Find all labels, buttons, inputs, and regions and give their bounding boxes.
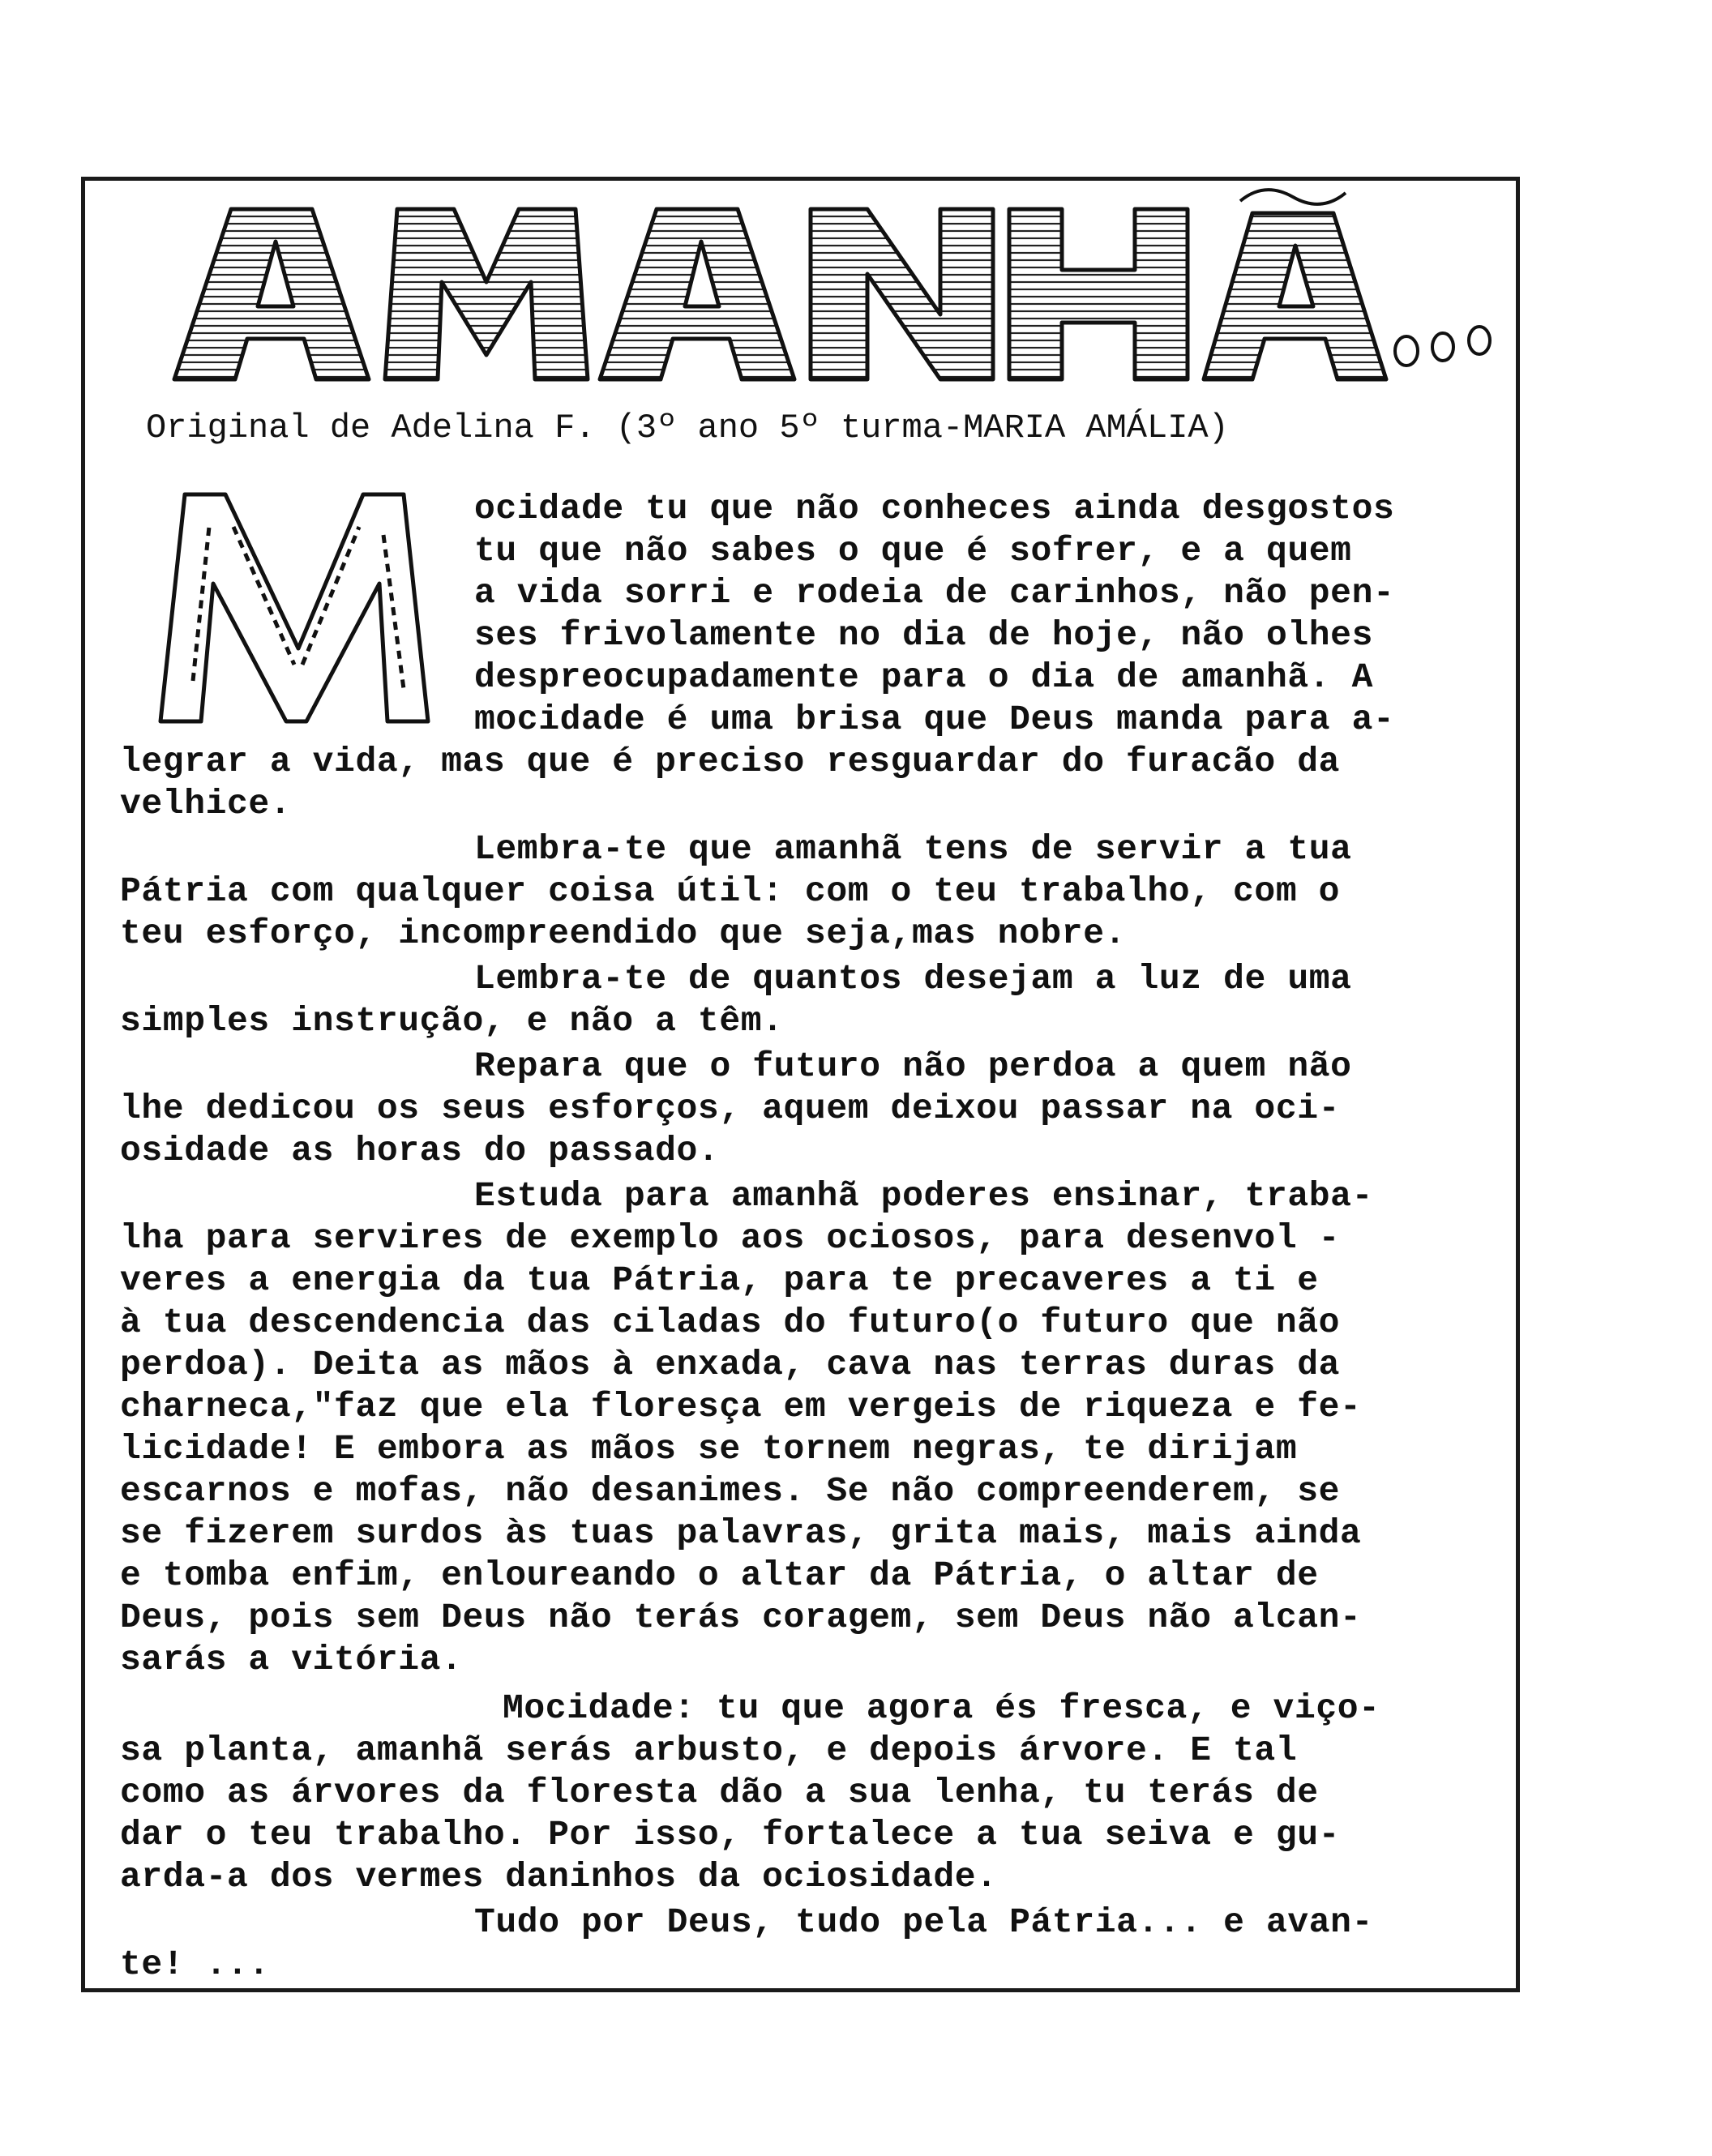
article-line: ocidade tu que não conheces ainda desgostos [474, 489, 1395, 528]
article-line: Estuda para amanhã poderes ensinar, traba- [474, 1176, 1373, 1216]
article-line: mocidade é uma brisa que Deus manda para a- [474, 699, 1395, 739]
article-line: licidade! E embora as mãos se tornem negras, te dirijam [120, 1429, 1298, 1469]
article-line: legrar a vida, mas que é preciso resguardar do furacão da [120, 742, 1341, 781]
article-line: lhe dedicou os seus esforços, aquem deixou passar na oci- [120, 1089, 1341, 1128]
article-line: te! ... [120, 1944, 270, 1984]
article-line: como as árvores da floresta dão a sua lenha, tu terás de [120, 1773, 1319, 1812]
article-line: Lembra-te de quantos desejam a luz de uma [474, 959, 1352, 999]
article-line: escarnos e mofas, não desanimes. Se não compreenderem, se [120, 1471, 1341, 1511]
article-line: charneca,"faz que ela floresça em vergeis de riqueza e fe- [120, 1387, 1362, 1427]
article-line: Deus, pois sem Deus não terás coragem, sem Deus não alcan- [120, 1598, 1362, 1637]
article-line: tu que não sabes o que é sofrer, e a quem [474, 531, 1352, 571]
article-line: se fizerem surdos às tuas palavras, grita mais, mais ainda [120, 1513, 1362, 1553]
article-line: arda-a dos vermes daninhos da ociosidade. [120, 1857, 998, 1897]
article-line: Mocidade: tu que agora és fresca, e viço- [503, 1688, 1380, 1728]
article-line: velhice. [120, 784, 292, 823]
article-line: despreocupadamente para o dia de amanhã. A [474, 657, 1373, 697]
article-line: sarás a vitória. [120, 1640, 463, 1679]
article-line: simples instrução, e não a têm. [120, 1001, 784, 1041]
article-line: Tudo por Deus, tudo pela Pátria... e avan- [474, 1902, 1373, 1942]
article-line: sa planta, amanhã serás arbusto, e depois árvore. E tal [120, 1730, 1298, 1770]
article-line: Pátria com qualquer coisa útil: com o teu trabalho, com o [120, 871, 1341, 911]
article-line: dar o teu trabalho. Por isso, fortalece a tua seiva e gu- [120, 1815, 1341, 1854]
article-line: veres a energia da tua Pátria, para te precaveres a ti e [120, 1260, 1319, 1300]
article-line: lha para servires de exemplo aos ociosos, para desenvol - [120, 1218, 1341, 1258]
article-line: Repara que o futuro não perdoa a quem não [474, 1046, 1352, 1086]
article-line: Lembra-te que amanhã tens de servir a tua [474, 829, 1352, 869]
article-line: perdoa). Deita as mãos à enxada, cava nas terras duras da [120, 1345, 1341, 1384]
article-line: e tomba enfim, enloureando o altar da Pátria, o altar de [120, 1555, 1319, 1595]
article-line: osidade as horas do passado. [120, 1131, 720, 1170]
article-line: a vida sorri e rodeia de carinhos, não pen- [474, 573, 1395, 613]
byline: Original de Adelina F. (3º ano 5º turma-MARIA AMÁLIA) [146, 409, 1229, 447]
article-line: ses frivolamente no dia de hoje, não olhes [474, 615, 1373, 655]
article-line: à tua descendencia das ciladas do futuro(o futuro que não [120, 1303, 1341, 1342]
article-line: teu esforço, incompreendido que seja,mas nobre. [120, 913, 1126, 953]
